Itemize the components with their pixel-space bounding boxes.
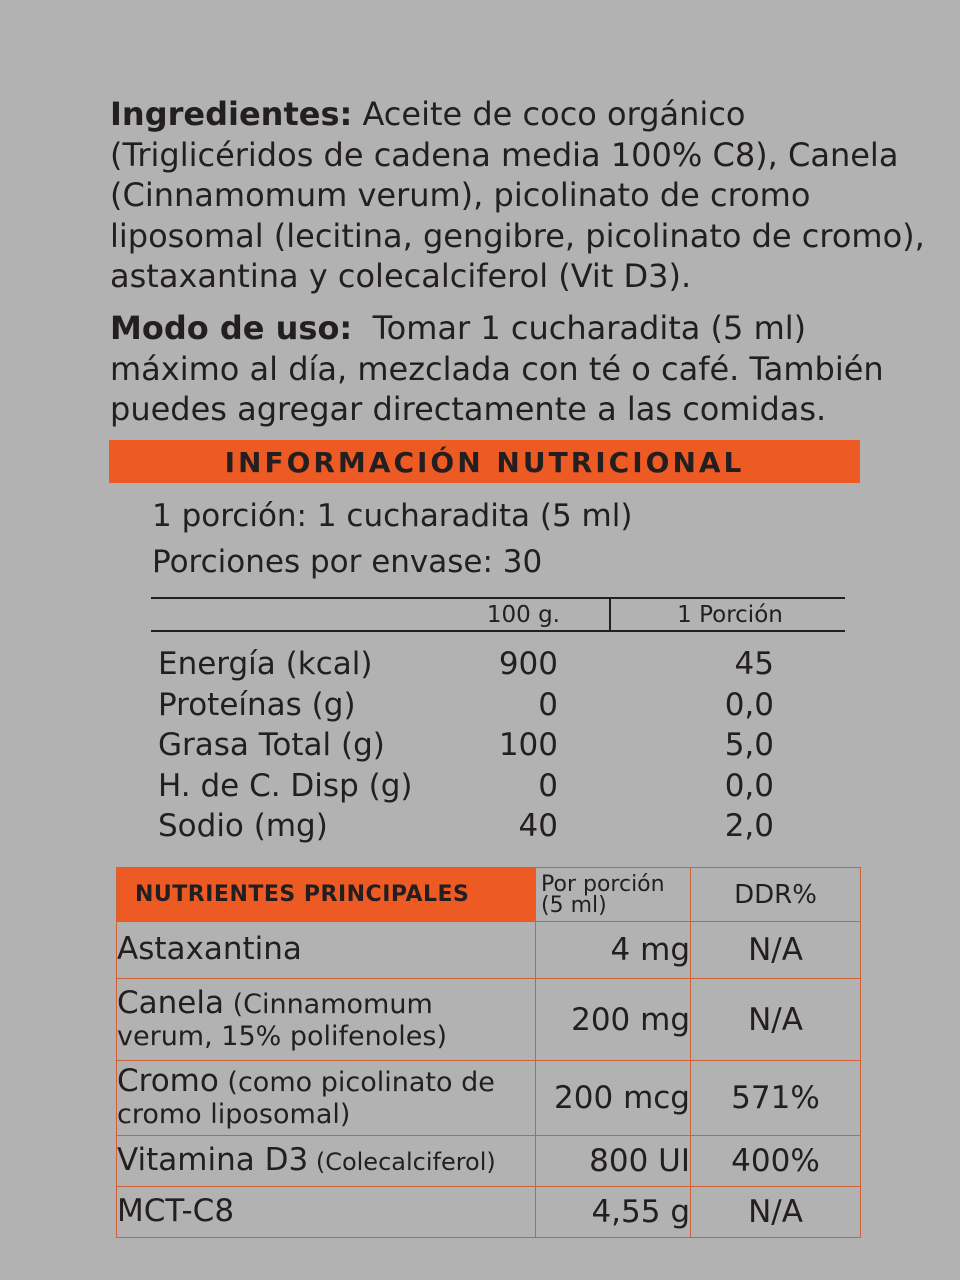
nutrient-name-cell [117,1187,536,1238]
nutrient-amount: 4,55 g [536,1187,691,1238]
nutrition-row-portion: 2,0 [724,808,774,844]
nutrition-column-divider [609,598,611,632]
nutrition-row-per100: 0 [538,768,558,804]
table-row [117,922,861,979]
nutrition-top-rule [151,597,845,599]
nutrient-ddr: N/A [691,979,861,1061]
nutrition-row-portion: 0,0 [724,687,774,723]
nutrient-detail: (Cinnamomum verum, 15% polifenoles) [117,988,447,1052]
nutrition-row-label: Energía (kcal) [158,646,373,682]
ingredients-label: Ingredientes: [110,95,353,133]
nutrition-row-label: Proteínas (g) [158,687,356,723]
nutrient-ddr: N/A [691,1187,861,1238]
nutrition-row-per100: 0 [538,687,558,723]
column-header-100g: 100 g. [486,602,560,628]
nutrients-header-amount-line1: Por porción [541,871,665,897]
nutrients-header-amount-line2: (5 ml) [541,892,607,918]
nutrition-row-per100: 40 [518,808,558,844]
ingredients-body: Aceite de coco orgánico (Triglicéridos de cadena media 100% C8), Canela (Cinnamomum verum), picolinato de cromo liposomal (lecitina, gengibre, picolinato de cromo), astaxantina y colecalciferol (Vit D3). [110,95,925,295]
nutrient-name-cell [117,1136,536,1187]
servings-per-container: Porciones por envase: 30 [152,544,543,580]
nutrient-ddr: N/A [691,922,861,979]
nutrients-header-row [117,868,861,922]
column-header-portion: 1 Porción [677,602,783,628]
nutrient-amount: 4 mg [536,922,691,979]
nutrient-name: MCT-C8 [117,1193,235,1229]
nutrient-name: Vitamina D3 [117,1141,309,1178]
nutrient-detail: (Colecalciferol) [308,1147,496,1176]
nutrition-row-label: H. de C. Disp (g) [158,768,413,804]
nutrition-row [158,646,778,686]
nutrition-title-bar [109,440,860,483]
nutrition-row-per100: 100 [498,727,558,763]
ingredients-text [110,94,940,297]
usage-label: Modo de uso: [110,309,353,347]
nutrition-row-per100: 900 [498,646,558,682]
nutrition-row [158,687,778,727]
table-row [117,979,861,1061]
nutrient-ddr: 400% [691,1136,861,1187]
nutrition-row-portion: 45 [734,646,774,682]
nutrients-header-amount [536,868,691,922]
nutrition-header-rule [151,630,845,632]
nutrient-name: Cromo [117,1063,219,1099]
nutrient-ddr: 571% [691,1061,861,1136]
nutrient-detail: (como picolinato de cromo liposomal) [117,1067,495,1130]
serving-size: 1 porción: 1 cucharadita (5 ml) [152,498,633,534]
nutrient-name-cell [117,979,536,1061]
nutrients-header-ddr: DDR% [691,868,861,922]
table-row [117,1136,861,1187]
table-row [117,1187,861,1238]
nutrient-name-cell [117,1061,536,1136]
nutrients-table [116,867,861,1238]
usage-text [110,308,940,430]
nutrition-row-label: Grasa Total (g) [158,727,385,763]
nutrition-row [158,727,778,767]
nutrient-name: Canela [117,984,224,1021]
nutrient-amount: 800 UI [536,1136,691,1187]
nutrient-name: Astaxantina [117,931,302,967]
nutrient-amount: 200 mg [536,979,691,1061]
nutrition-row-portion: 5,0 [724,727,774,763]
nutrient-name-cell [117,922,536,979]
nutrition-title: INFORMACIÓN NUTRICIONAL [224,446,745,479]
nutrition-row [158,768,778,808]
usage-body: Tomar 1 cucharadita (5 ml) máximo al día, mezclada con té o café. También puedes agregar directamente a las comidas. [110,309,894,428]
nutrients-header-name: NUTRIENTES PRINCIPALES [117,868,536,922]
nutrient-amount: 200 mcg [536,1061,691,1136]
nutrition-row [158,808,778,848]
nutrition-row-portion: 0,0 [724,768,774,804]
nutrition-row-label: Sodio (mg) [158,808,328,844]
table-row [117,1061,861,1136]
